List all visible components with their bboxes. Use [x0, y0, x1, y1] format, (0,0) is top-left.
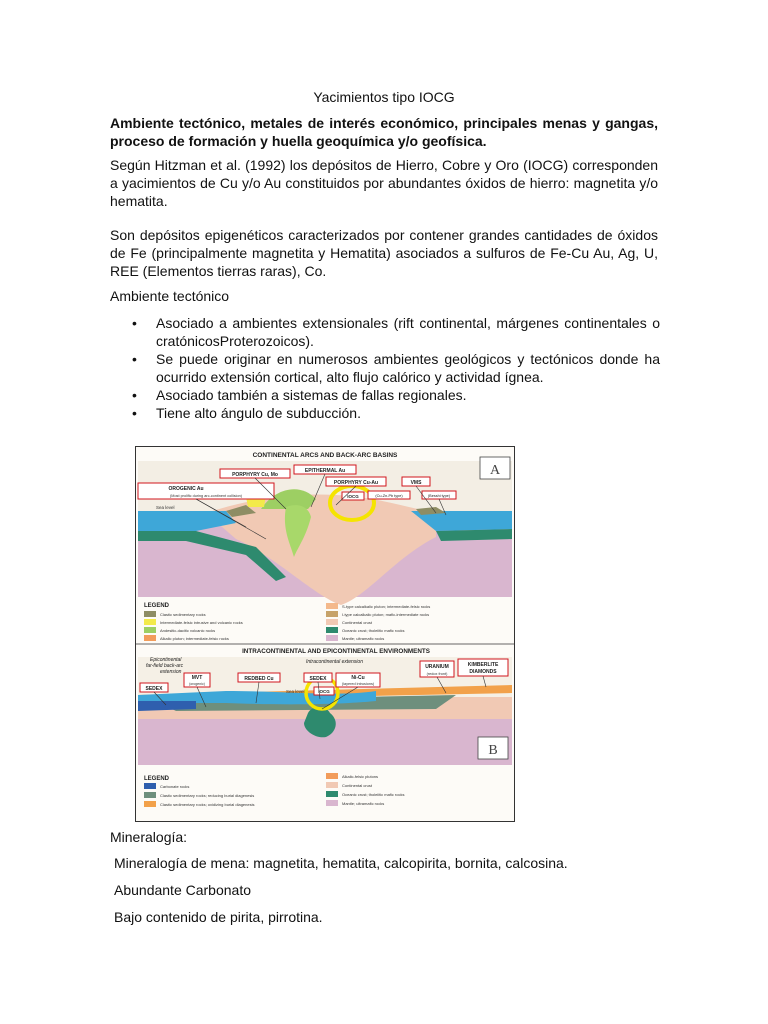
label-epithermal-au: EPITHERMAL Au [304, 468, 346, 474]
legend-text: Clastic sedimentary rocks; reducing burial diagenesis [160, 793, 255, 798]
section-heading-ambiente: Ambiente tectónico [110, 288, 230, 304]
label-ni-cu: Ni-Cu [351, 675, 365, 681]
legend-swatch [326, 635, 338, 641]
legend-swatch [326, 782, 338, 788]
paragraph-hitzman: Según Hitzman et al. (1992) los depósitos de Hierro, Cobre y Oro (IOCG) corresponden a yacimientos de Cu y/o Au constituidos por abundantes óxidos de hierro: magnetita y/o hematita. [110, 157, 658, 209]
legend-text: Intermediate-felsic intrusive and volcanic rocks [160, 620, 243, 625]
bullet-icon: • [132, 315, 137, 331]
legend-swatch [326, 627, 338, 633]
doc-subtitle: Ambiente tectónico, metales de interés económico, principales menas y gangas, proceso de formación y huella geoquímica y/o geofísica. [110, 115, 658, 149]
legend-text: Andesitic-dacitic volcanic rocks [160, 628, 216, 633]
legend-text: Continental crust [342, 620, 373, 625]
legend-text: Oceanic crust; tholeiitic mafic rocks [342, 628, 405, 633]
legend-swatch [144, 619, 156, 625]
panel-b-title: INTRACONTINENTAL AND EPICONTINENTAL ENVIRONMENTS [242, 648, 430, 655]
legend-swatch [144, 635, 156, 641]
legend-swatch [326, 773, 338, 779]
label-porphyry-cu-au: PORPHYRY Cu-Au [333, 480, 379, 486]
label-sedex-mid: SEDEX [309, 676, 327, 682]
geology-figure [135, 446, 515, 822]
list-item-text: Asociado a ambientes extensionales (rift continental, márgenes continentales o cratónicosProterozoicos). [156, 315, 660, 349]
legend-a-left [144, 611, 243, 641]
legend-b-title: LEGEND [144, 776, 170, 782]
legend-text: Clastic sedimentary rocks; oxidizing burial diagenesis [160, 802, 255, 807]
list-item-text: Tiene alto ángulo de subducción. [156, 405, 361, 421]
list-item [110, 350, 660, 386]
mineral-line: Bajo contenido de pirita, pirrotina. [114, 909, 323, 925]
label-kimberlite: KIMBERLITE [467, 662, 499, 668]
legend-swatch [144, 611, 156, 617]
legend-swatch [326, 800, 338, 806]
list-item [110, 314, 660, 350]
legend-a-right [326, 603, 430, 641]
panel-a-letter: A [489, 463, 501, 478]
label-uranium: URANIUM [425, 664, 449, 670]
label-redox: (redox front) [426, 672, 448, 676]
label-iocg-a: IOCG [347, 494, 359, 499]
legend-swatch [144, 801, 156, 807]
legend-text: Clastic sedimentary rocks [160, 612, 206, 617]
oceanic-right-a [436, 529, 512, 541]
label-besshi: (Besshi type) [427, 494, 451, 498]
bullet-icon: • [132, 405, 137, 421]
legend-swatch [144, 792, 156, 798]
label-intracontinental: Intracontinental extension [306, 659, 363, 665]
legend-swatch [144, 783, 156, 789]
label-redbed: REDBED Cu [244, 676, 274, 682]
label-diamonds: DIAMONDS [469, 669, 497, 675]
sea-level-label-a: Sea level [156, 505, 175, 510]
bullet-list [110, 314, 660, 422]
legend-swatch [326, 611, 338, 617]
list-item [110, 386, 660, 404]
list-item [110, 404, 660, 422]
legend-text: S-type calcalkalic pluton; intermediate-felsic rocks [342, 604, 431, 609]
legend-b-left [144, 783, 255, 807]
legend-text: Carbonate rocks [160, 784, 190, 789]
legend-text: Alkalic pluton; intermediate-felsic rocks [160, 636, 229, 641]
legend-text: I-type calcalkalic pluton; mafic-intermediate rocks [342, 612, 430, 617]
label-extension: extension [160, 669, 182, 675]
panel-b [138, 648, 512, 807]
label-epicontinental: Epicontinental [150, 657, 182, 663]
panel-a-title: CONTINENTAL ARCS AND BACK-ARC BASINS [252, 452, 398, 459]
label-cu-zn-pb: (Cu-Zn-Pb type) [375, 494, 403, 498]
section-heading-mineralogia: Mineralogía: [110, 829, 188, 845]
legend-text: Alkalic-felsic plutons [342, 774, 379, 779]
legend-text: Continental crust [342, 783, 373, 788]
legend-swatch [326, 791, 338, 797]
legend-text: Mantle; ultramafic rocks [342, 636, 385, 641]
paragraph-epigenetic: Son depósitos epigenéticos caracterizados por contener grandes cantidades de óxidos de Fe (principalmente magnetita y Hematita) asociados a sulfuros de Fe-Cu Au, Ag, U, REE (Elementos tierras raras), Co. [110, 227, 658, 279]
list-item-text: Se puede originar en numerosos ambientes geológicos y tectónicos donde ha ocurrido extensión cortical, alto flujo calórico y actividad ígnea. [156, 351, 660, 385]
label-porphyry-cu-mo: PORPHYRY Cu, Mo [232, 472, 278, 478]
sea-level-label-b: Sea level [286, 689, 305, 694]
legend-text: Oceanic crust; tholeiitic mafic rocks [342, 792, 405, 797]
bullet-icon: • [132, 387, 137, 403]
mineral-line: Mineralogía de mena: magnetita, hematita, calcopirita, bornita, calcosina. [114, 855, 568, 871]
doc-title: Yacimientos tipo IOCG [313, 89, 455, 105]
legend-swatch [144, 627, 156, 633]
bullet-icon: • [132, 351, 137, 367]
panel-a [138, 452, 512, 641]
legend-swatch [326, 619, 338, 625]
label-orogenic-note: (Most prolific during arc-continent collision) [170, 494, 242, 498]
panel-b-letter: B [488, 743, 498, 758]
label-mvt: MVT [191, 675, 203, 681]
label-farfield: far-field back-arc [146, 663, 184, 669]
label-orogenic-small: (orogenic) [189, 682, 205, 686]
label-orogenic-au: OROGENIC Au [168, 486, 204, 492]
list-item-text: Asociado también a sistemas de fallas regionales. [156, 387, 467, 403]
label-sedex-left: SEDEX [145, 686, 163, 692]
label-layered: (layered intrusions) [341, 682, 375, 686]
legend-swatch [326, 603, 338, 609]
mineral-line: Abundante Carbonato [114, 882, 251, 898]
legend-b-right [326, 773, 404, 806]
legend-text: Mantle; ultramafic rocks [342, 801, 385, 806]
label-vms: VMS [410, 480, 422, 486]
geology-figure-svg [136, 447, 514, 821]
legend-a-title: LEGEND [144, 603, 170, 609]
label-iocg-b: IOCG [318, 689, 330, 694]
